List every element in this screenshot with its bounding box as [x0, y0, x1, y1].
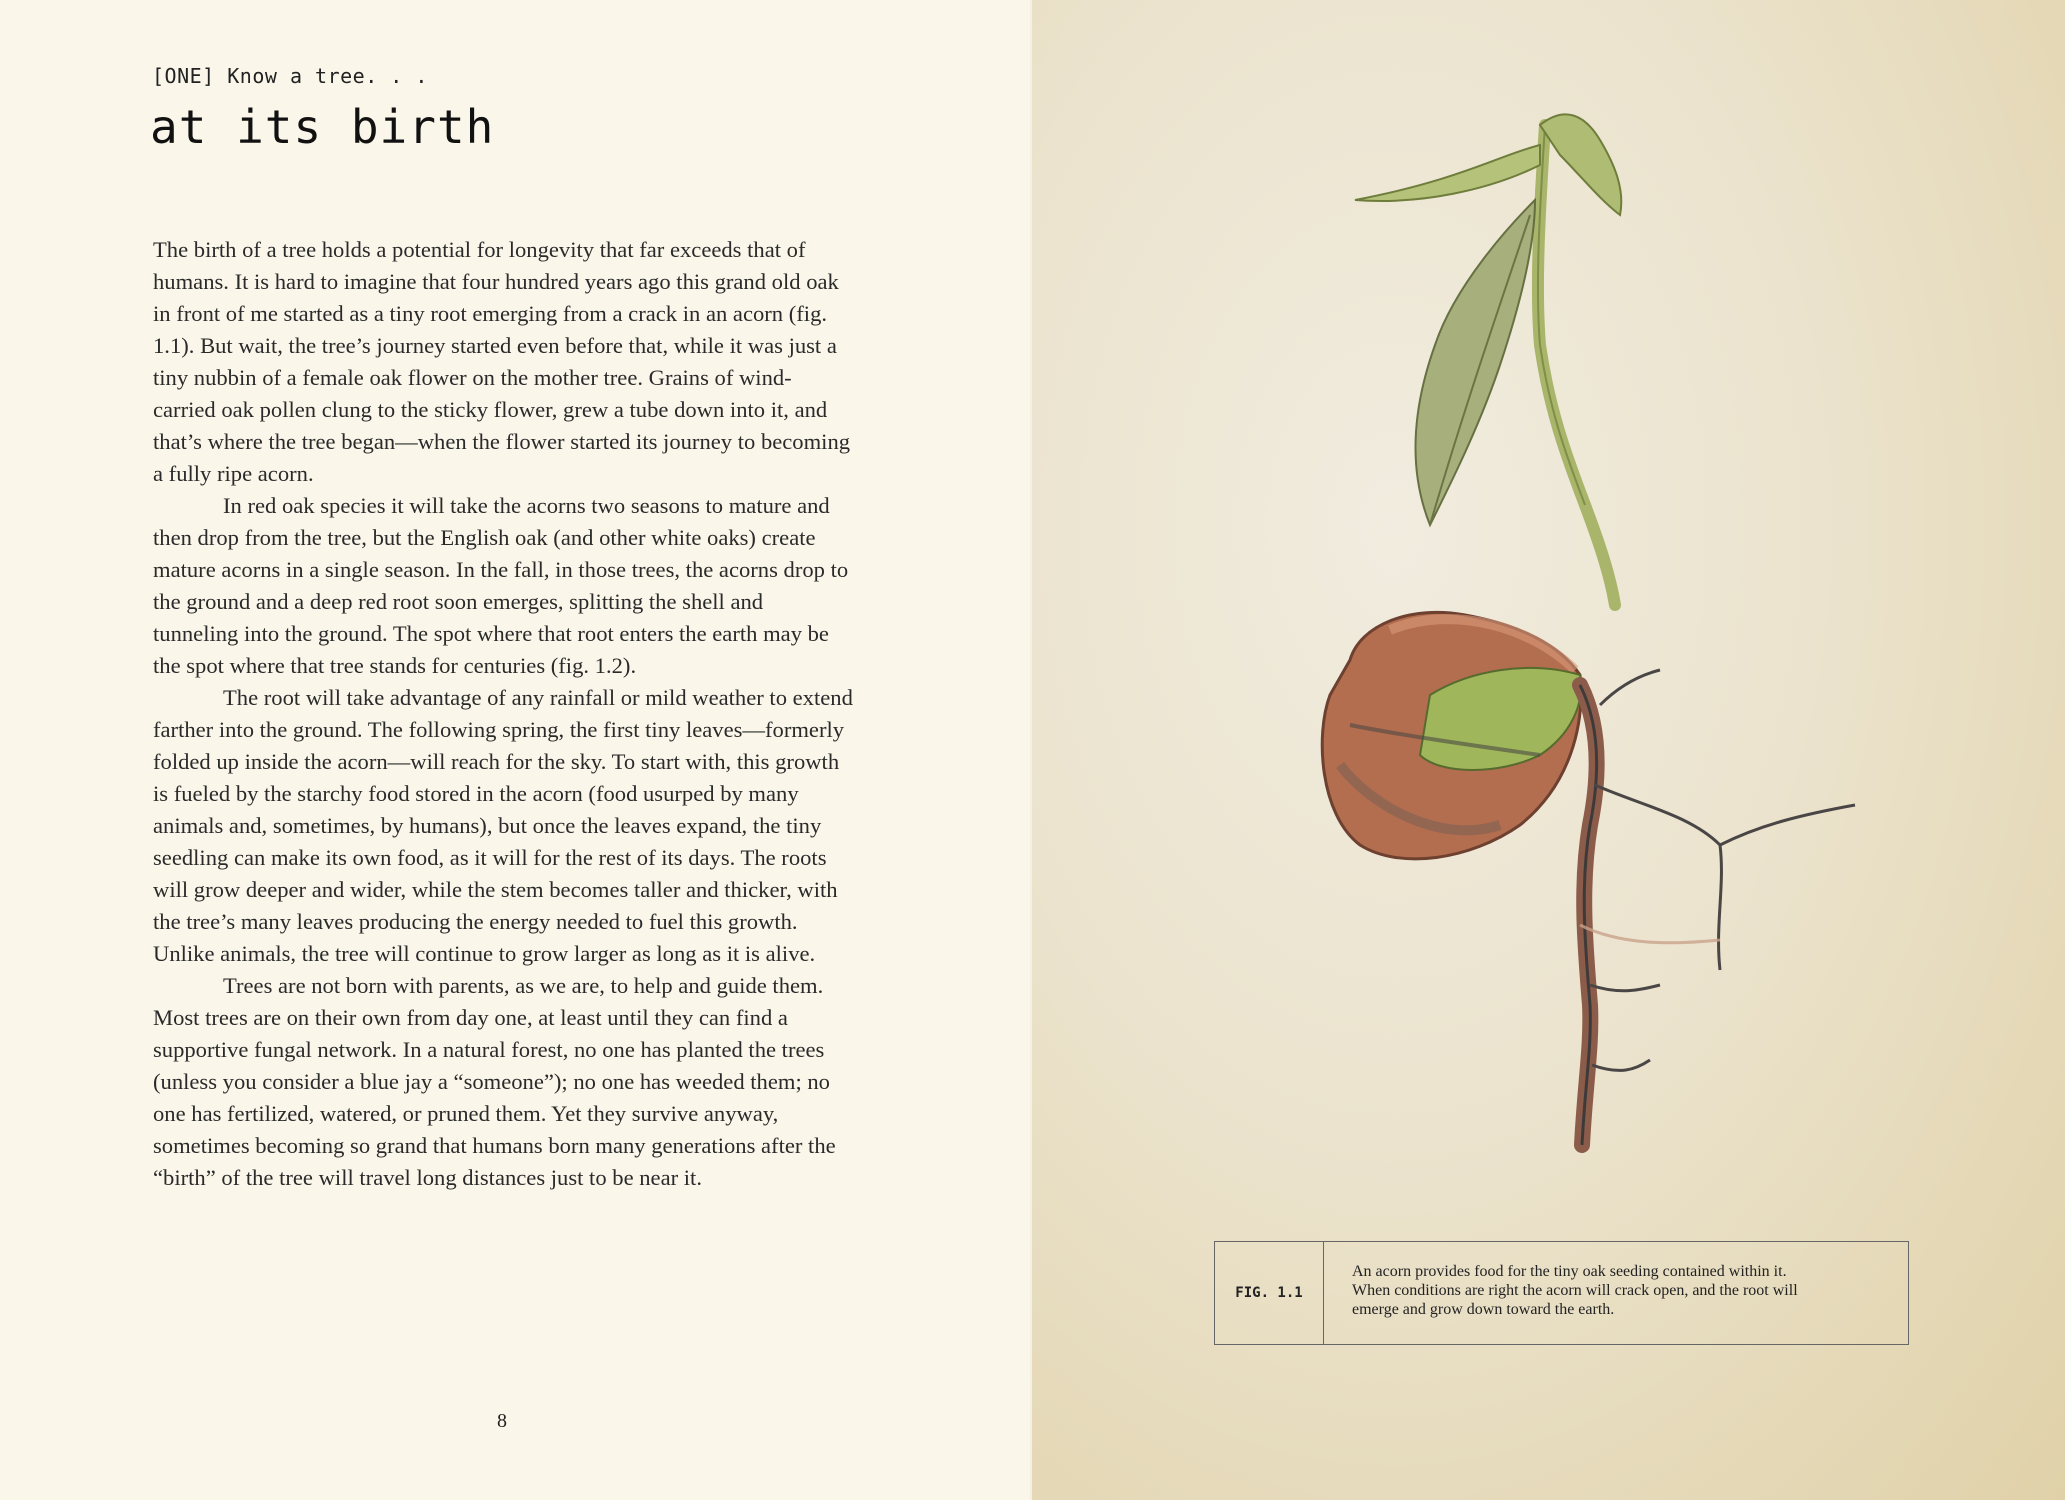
figure-caption-box: [1214, 1241, 1909, 1345]
paragraph-4: Trees are not born with parents, as we are, to help and guide them. Most trees are on their own from day one, at least until they can find a supportive fungal network. In a natural forest, no one has planted the trees (unless you consider a blue jay a “someone”); no one has weeded them; no one has fertilized, watered, or pruned them. Yet they survive anyway, sometimes becoming so grand that humans born many generations after the “birth” of the tree will travel long distances just to be near it.: [153, 973, 836, 1190]
figure-caption-text: An acorn provides food for the tiny oak seeding contained within it. When conditions are right the acorn will crack open, and the root will emerge and grow down toward the earth.: [1352, 1263, 1798, 1318]
leaf-top-right: [1540, 114, 1621, 215]
chapter-kicker: [ONE] Know a tree. . .: [152, 64, 428, 88]
leaf-top-left: [1355, 145, 1540, 201]
paragraph-1: The birth of a tree holds a potential for longevity that far exceeds that of humans. It is hard to imagine that four hundred years ago this grand old oak in front of me started as a tiny root emerging from a crack in an acorn (fig. 1.1). But wait, the tree’s journey started even before that, while it was just a tiny nubbin of a female oak flower on the mother tree. Grains of wind-carried oak pollen clung to the sticky flower, grew a tube down into it, and that’s where the tree began—when the flower started its journey to becoming a fully ripe acorn.: [153, 237, 851, 486]
paragraph-2: In red oak species it will take the acorns two seasons to mature and then drop from the tree, but the English oak (and other white oaks) create mature acorns in a single season. In the fall, in those trees, the acorns drop to the ground and a deep red root soon emerges, splitting the shell and tunneling into the ground. The spot where that root enters the earth may be the spot where that tree stands for centuries (fig. 1.2).: [153, 493, 849, 678]
acorn-seedling-illustration: [1240, 85, 1880, 1170]
left-page: [0, 0, 1032, 1500]
page-number: 8: [497, 1410, 507, 1432]
body-text: [153, 234, 853, 1194]
figure-label: FIG. 1.1: [1215, 1242, 1324, 1344]
section-title: at its birth: [150, 100, 495, 154]
side-root-left: [1600, 670, 1660, 705]
paragraph-3: The root will take advantage of any rainfall or mild weather to extend farther into the ground. The following spring, the first tiny leaves—formerly folded up inside the acorn—will reach for the sky. To start with, this growth is fueled by the starchy food stored in the acorn (food usurped by many animals and, sometimes, by humans), but once the leaves expand, the tiny seedling can make its own food, as it will for the rest of its days. The roots will grow deeper and wider, while the stem becomes taller and thicker, with the tree’s many leaves producing the energy needed to fuel this growth. Unlike animals, the tree will continue to grow larger as long as it is alive.: [153, 685, 853, 966]
leaf-large: [1416, 200, 1535, 525]
side-root-right: [1595, 785, 1855, 845]
